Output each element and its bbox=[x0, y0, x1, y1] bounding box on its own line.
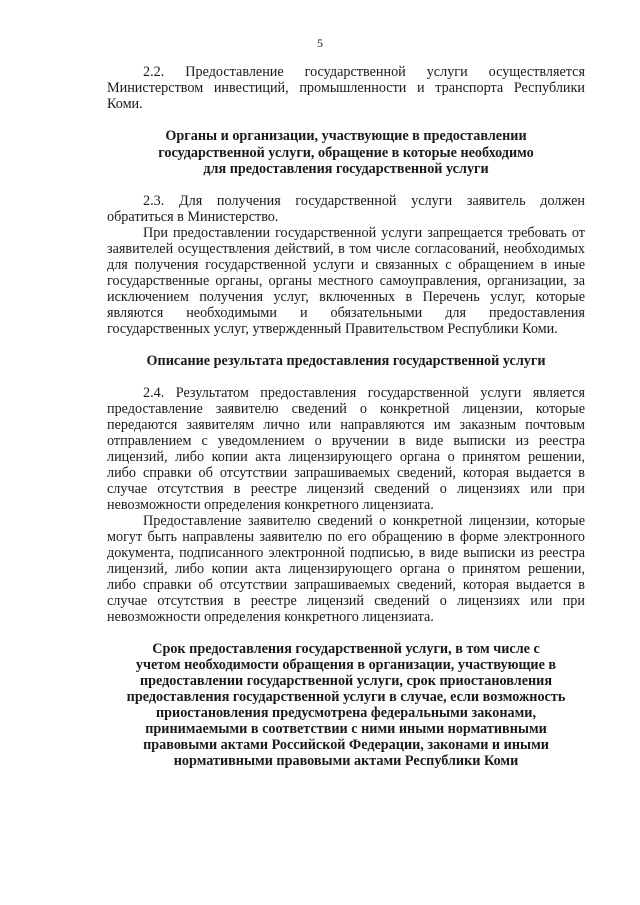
heading-line: нормативными правовыми актами Республики Коми bbox=[173, 753, 519, 769]
heading-line: государственной услуги, обращение в которые необходимо bbox=[158, 145, 534, 161]
heading-line: предоставления государственной услуги в случае, если возможность bbox=[126, 689, 566, 705]
text-line: невозможности определения конкретного лицензиата. bbox=[107, 497, 434, 513]
text-line: Коми. bbox=[107, 96, 143, 112]
page-number: 5 bbox=[317, 36, 323, 50]
text-line: случае отсутствия в реестре лицензий сведений о лицензиях или при bbox=[107, 593, 585, 609]
text-line: лицензий, либо копии акта лицензирующего органа о принятом решении, bbox=[107, 449, 585, 465]
heading-line: Описание результата предоставления государственной услуги bbox=[146, 353, 546, 369]
heading-line: учетом необходимости обращения в организации, участвующие в bbox=[135, 657, 557, 673]
text-line: заявителей осуществления действий, в том числе согласований, необходимых bbox=[107, 241, 585, 257]
heading-line: предоставлении государственной услуги, срок приостановления bbox=[139, 673, 553, 689]
text-line: государственные органы, органы местного самоуправления, организации, за bbox=[107, 273, 585, 289]
text-line: 2.4. Результатом предоставления государственной услуги является bbox=[143, 385, 585, 401]
heading-line: Срок предоставления государственной услуги, в том числе с bbox=[152, 641, 540, 657]
text-line: документа, подписанного электронной подписью, в виде выписки из реестра bbox=[107, 545, 585, 561]
text-line: случае отсутствия в реестре лицензий сведений о лицензиях или при bbox=[107, 481, 585, 497]
text-line: отправлением с уведомлением о вручении в виде выписки из реестра bbox=[107, 433, 585, 449]
text-line: Предоставление заявителю сведений о конкретной лицензии, которые bbox=[143, 513, 585, 529]
heading-line: правовыми актами Российской Федерации, законами и иными bbox=[143, 737, 549, 753]
text-line: исключением получения услуг, включенных в Перечень услуг, которые bbox=[107, 289, 585, 305]
text-line: могут быть направлены заявителю по его обращению в форме электронного bbox=[107, 529, 585, 545]
text-line: либо справки об отсутствии запрашиваемых сведений, которая выдается в bbox=[107, 577, 585, 593]
text-line: Министерством инвестиций, промышленности и транспорта Республики bbox=[107, 80, 585, 96]
heading-line: принимаемыми в соответствии с ними иными нормативными bbox=[145, 721, 547, 737]
text-line: лицензий, либо копии акта лицензирующего органа о принятом решении, bbox=[107, 561, 585, 577]
text-line: для получения государственной услуги и связанных с обращением в иные bbox=[107, 257, 585, 273]
heading-line: Органы и организации, участвующие в предоставлении bbox=[165, 128, 527, 144]
text-line: государственных услуг, утвержденный Правительством Республики Коми. bbox=[107, 321, 558, 337]
text-line: являются необходимыми и обязательными для предоставления bbox=[107, 305, 585, 321]
text-line: 2.2. Предоставление государственной услуги осуществляется bbox=[143, 64, 585, 80]
text-line: предоставление заявителю сведений о конкретной лицензии, которые bbox=[107, 401, 585, 417]
text-line: передаются заявителям лично или направляются им заказным почтовым bbox=[107, 417, 585, 433]
text-line: невозможности определения конкретного лицензиата. bbox=[107, 609, 434, 625]
heading-line: приостановления предусмотрена федеральными законами, bbox=[155, 705, 537, 721]
text-line: При предоставлении государственной услуги запрещается требовать от bbox=[143, 225, 585, 241]
text-line: 2.3. Для получения государственной услуги заявитель должен bbox=[143, 193, 585, 209]
heading-line: для предоставления государственной услуги bbox=[203, 161, 489, 177]
text-line: либо справки об отсутствии запрашиваемых сведений, которая выдается в bbox=[107, 465, 585, 481]
text-line: обратиться в Министерство. bbox=[107, 209, 279, 225]
